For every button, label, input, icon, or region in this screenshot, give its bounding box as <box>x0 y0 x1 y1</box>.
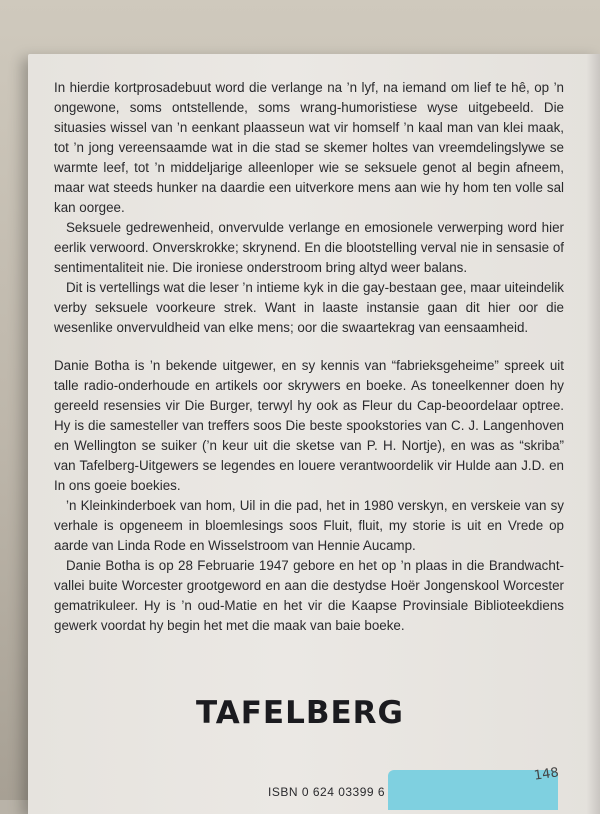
blurb-paragraph-1: In hierdie kortprosadebuut word die verlange na ’n lyf, na iemand om lief te hê, op ’n ongewone, soms ontstellende, soms wrang-humoristiese wyse uitgebeeld. Die situasies wissel van ’n eenkant plaasseun wat vir homself ’n kaal man van klei maak, tot ’n jong vereensaamde wat in die stad se skemer holtes van vreemdelingslywe se warmte leef, tot ’n middeljarige alleenloper wie se seksuele genot al begin afneem, maar wat steeds hunker na daardie een uitverkore mens aan wie hy hom ten volle sal kan oorgee. <box>54 80 564 215</box>
isbn-number: ISBN 0 624 03399 6 <box>268 785 386 799</box>
author-bio-paragraph-3: Danie Botha is op 28 Februarie 1947 gebore en het op ’n plaas in die Brandwacht-vallei buite Worcester grootgeword en aan die destydse Hoër Jongenskool Worcester gematrikuleer. Hy is ’n oud-Matie en het vir die Kaapse Provinsiale Biblioteekdiens gewerk voordat hy begin het met die maak van baie boeke. <box>54 558 564 633</box>
publisher-logo: TAFELBERG <box>196 695 404 731</box>
author-bio-paragraph-1: Danie Botha is ’n bekende uitgewer, en sy kennis van “fabrieksgeheime” spreek uit talle radio-onderhoude en artikels oor skrywers en boeke. As toneelkenner doen hy gereeld resensies vir Die Burger, terwyl hy ook as Fleur du Cap-beoordelaar optree. Hy is die samesteller van treffers soos Die beste spookstories van C. J. Langenhoven en Wellington se suiker (’n keur uit die sketse van P. H. Nortje), en was as “skriba” van Tafelberg-Uitgewers se legendes en louere verantwoordelik vir Hulde aan J.D. en In ons goeie boekies. <box>54 358 564 493</box>
blurb-paragraph-3: Dit is vertellings wat die leser ’n intieme kyk in die gay-bestaan gee, maar uiteindelik verby seksuele voorkeure strek. Want in laaste instansie gaan dit hier oor die wesenlike onvervuldheid van elke mens; oor die swaartekrag van eensaamheid. <box>54 280 564 335</box>
blurb-paragraph-2: Seksuele gedrewenheid, onvervulde verlange en emosionele verwerping word hier eerlik verwoord. Onverskrokke; skrynend. En die blootstelling verval nie in sensasie of sentimentaliteit nie. Die ironiese onderstroom bring altyd weer balans. <box>54 220 564 275</box>
section-gap <box>54 338 564 356</box>
handwritten-price: 148 <box>533 765 560 784</box>
blurb-text <box>54 78 564 636</box>
author-bio-paragraph-2: ’n Kleinkinderboek van hom, Uil in die pad, het in 1980 verskyn, en verskeie van sy verhale is opgeneem in bloemlesings soos Fluit, fluit, my storie is uit en Vrede op aarde van Linda Rode en Wisselstroom van Hennie Aucamp. <box>54 498 564 553</box>
isbn-sticker <box>388 770 558 810</box>
